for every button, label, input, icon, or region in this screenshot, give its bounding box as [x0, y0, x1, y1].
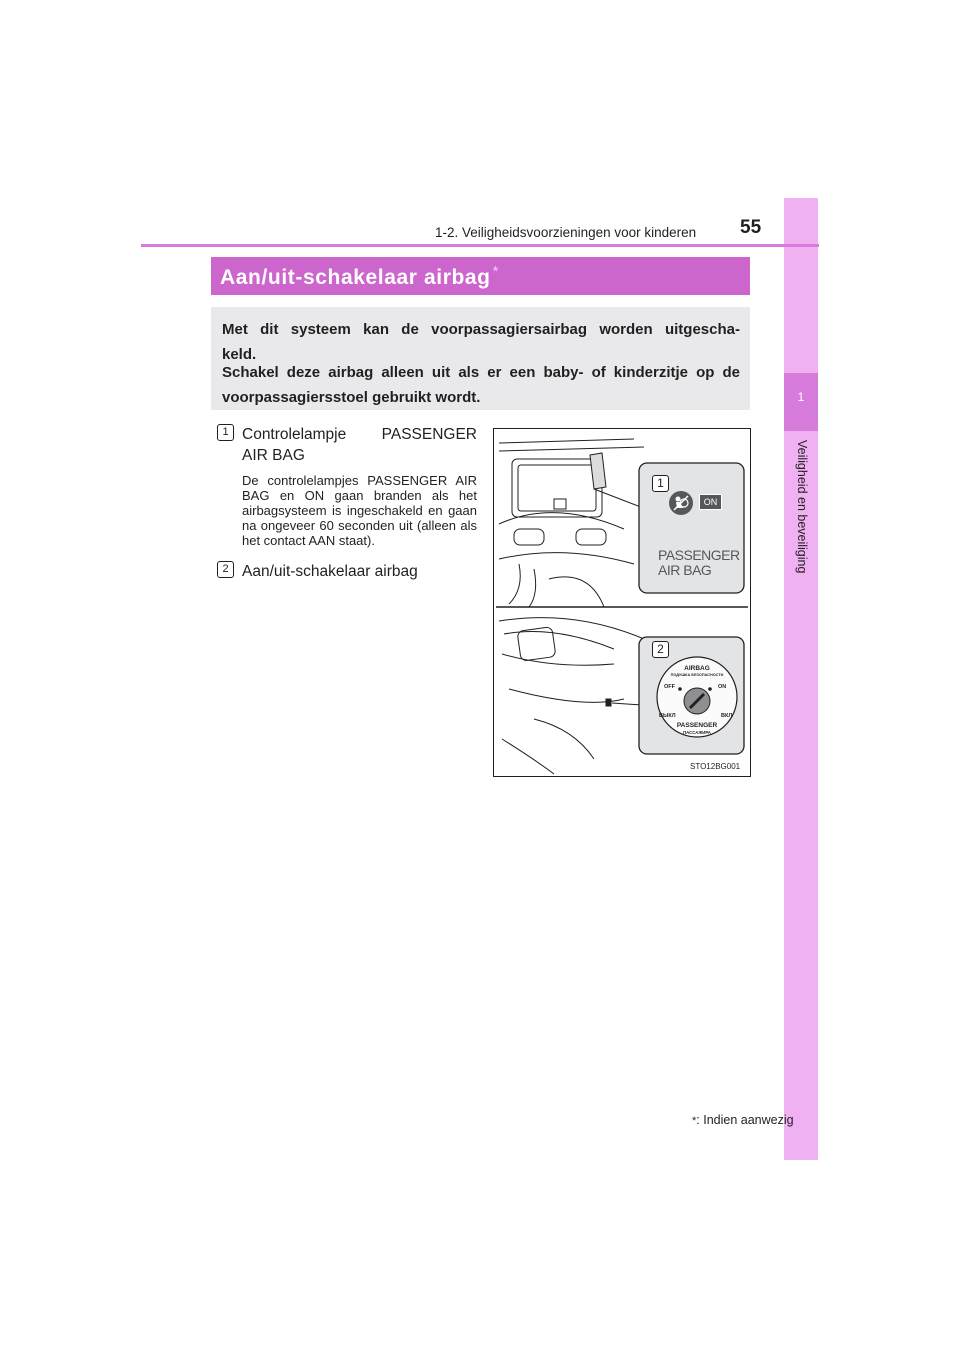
section-header: 1-2. Veiligheidsvoorzieningen voor kinderen [435, 225, 697, 240]
optional-star-icon: * [692, 1115, 697, 1127]
intro-line-2: keld. [222, 346, 257, 363]
passenger-label: PASSENGER [658, 547, 740, 563]
switch-on-label: ON [718, 684, 727, 690]
item-2-title: Aan/uit-schakelaar airbag [242, 563, 418, 580]
airbag-indicator-icon [669, 491, 693, 515]
switch-off-label: OFF [664, 684, 675, 690]
callout-number-badge: 2 [652, 641, 669, 658]
page-title-text: Aan/uit-schakelaar airbag [220, 266, 491, 289]
chapter-side-tab [784, 198, 818, 1160]
callout-number-badge: 1 [652, 475, 669, 492]
switch-off-ru-label: ВЫКЛ [659, 713, 676, 719]
chapter-label: Veiligheid en beveiliging [795, 440, 809, 574]
item-number-badge: 2 [217, 561, 234, 578]
footnote-text: : Indien aanwezig [696, 1113, 794, 1127]
airbag-label: AIR BAG [658, 562, 712, 578]
switch-passenger-ru-label: ПАССАЖИРА [683, 730, 711, 735]
switch-airbag-label: AIRBAG [684, 665, 710, 672]
item-1-title-line-1: Controlelampje PASSENGER [242, 426, 477, 443]
page-number: 55 [740, 217, 762, 238]
item-number-badge: 1 [217, 424, 234, 441]
switch-passenger-label: PASSENGER [676, 722, 718, 729]
intro-line-1: Met dit systeem kan de voorpassagiersairbag worden uitgescha- [222, 321, 740, 338]
switch-airbag-ru-label: ПОДУШКА БЕЗОПАСНОСТИ [670, 673, 724, 677]
item-1-title-line-2: AIR BAG [242, 447, 305, 464]
optional-star-icon: * [492, 263, 500, 280]
on-indicator-label: ON [699, 494, 722, 510]
page-title [220, 263, 499, 290]
footnote [692, 1113, 794, 1127]
figure-code: STO12BG001 [690, 762, 741, 771]
airbag-off-indicator-icon [669, 491, 693, 515]
switch-on-ru-label: ВКЛ [721, 713, 733, 719]
item-1-description: De controlelampjes PASSENGER AIR BAG en ON gaan branden als het airbagsysteem is ingeschakeld en gaan na ongeveer 60 seconden uit (alleen als het contact AAN staat). [242, 473, 477, 548]
header-rule [141, 244, 819, 247]
intro-paragraph-2: Schakel deze airbag alleen uit als er een baby- of kinderzitje op de voorpassagiersstoel gebruikt wordt. [222, 364, 740, 406]
dashboard-illustration [493, 428, 751, 777]
chapter-number: 1 [797, 390, 805, 404]
